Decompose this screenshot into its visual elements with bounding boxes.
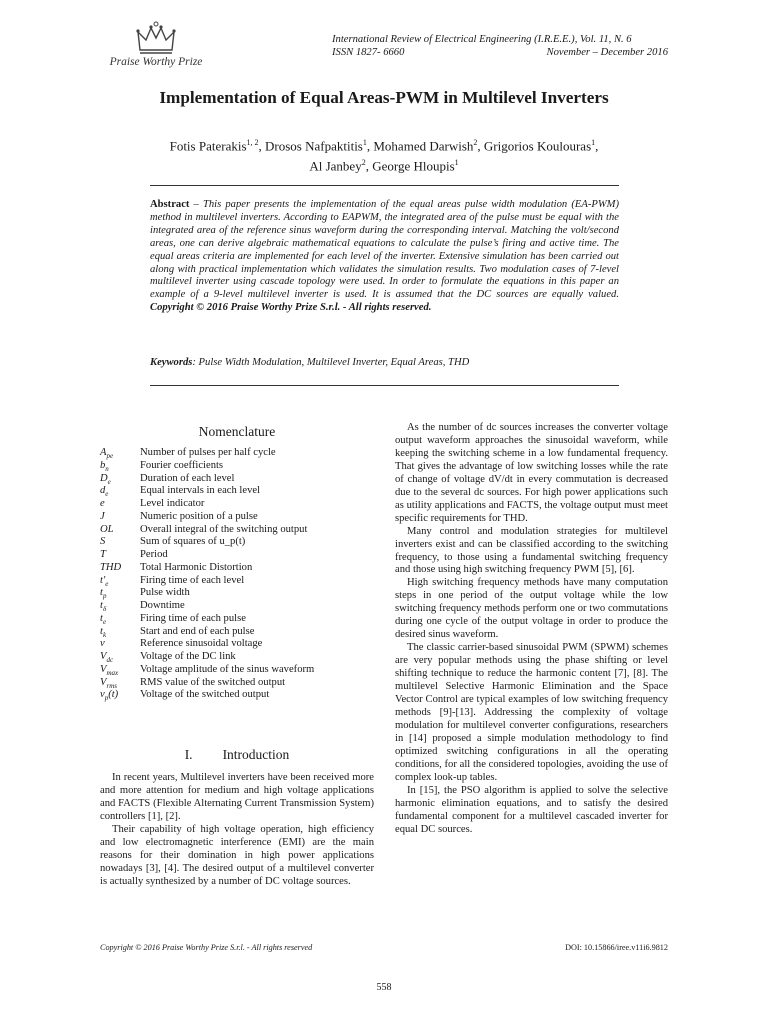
nomenclature-item	[100, 689, 374, 702]
symbol-base: T	[100, 549, 106, 560]
symbol-base: e	[100, 498, 105, 509]
symbol-base: V	[100, 676, 107, 688]
symbol-suffix: (t)	[108, 689, 119, 701]
symbol-subscript: e	[102, 617, 107, 626]
symbol-subscript: dc	[106, 656, 114, 665]
symbol-base: t	[100, 600, 103, 611]
nomenclature-item	[100, 677, 374, 690]
nomenclature-symbol	[100, 651, 140, 664]
nomenclature-item	[100, 460, 374, 473]
abstract-top-rule	[150, 185, 619, 186]
nomenclature-symbol	[100, 613, 140, 626]
abstract-text: This paper presents the implementation of the equal areas pulse width modulation (EA-PWM) method in multilevel inverters. According to EAPWM, the integrated area of the pulse must be equal with the integrated area of the reference sinus waveform during the corresponding interval. Matching the volt/second areas, one can derive algebraic mathematical equations to calculate the pulse’s firing and active time. The equal areas criteria are implemented for each level of the inverter. Extensive simulation has been carried out along with practical implementation which validates the simulation results. Two modulation cases of 7-level multilevel inverter using cascade topology were used. In order to formulate the equations in this paper an example of a 9-level multilevel inverter is used. It is assumed that the DC sources are equally valued.	[150, 199, 619, 301]
nomenclature-description: Firing time of each level	[140, 574, 245, 586]
nomenclature-description: Downtime	[140, 600, 185, 611]
author-name: Drosos Nafpaktitis	[265, 138, 363, 154]
author-separator: ,	[477, 138, 484, 154]
nomenclature-description: Voltage of the switched output	[140, 689, 270, 701]
nomenclature-symbol	[100, 536, 140, 549]
symbol-base: J	[100, 510, 105, 522]
footer-doi: DOI: 10.15866/iree.v11i6.9812	[565, 943, 668, 952]
keywords-text: : Pulse Width Modulation, Multilevel Inverter, Equal Areas, THD	[192, 357, 470, 368]
nomenclature-symbol	[100, 447, 140, 460]
nomenclature-item	[100, 626, 374, 639]
symbol-base: A	[100, 447, 107, 458]
body-paragraph: The classic carrier-based sinusoidal PWM (SPWM) schemes are very popular methods using the phase shifting or level shifting technique to reduce the harmonic content [7], [8]. The multilevel Selective Harmonic Elimination and the Space Vector Control are typical examples of low switching frequency methods [9]-[13]. Addressing the complexity of voltage modulation for multilevel converter configurations, researchers in [14] proposed a simple modulation methodology to find optimized switching configurations in all the operating conditions, for all the considered topologies, avoiding the use of complex look-up tables.	[395, 642, 668, 783]
author-affiliation: 1	[454, 158, 459, 168]
crown-logo-icon	[100, 20, 212, 56]
issn: ISSN 1827- 6660	[332, 47, 405, 58]
symbol-base: v	[100, 638, 105, 650]
symbol-subscript: p	[104, 694, 109, 703]
symbol-base: D	[100, 472, 108, 484]
author-list	[130, 134, 638, 175]
author-line-1	[130, 134, 638, 154]
nomenclature-item	[100, 485, 374, 498]
nomenclature-description: Total Harmonic Distortion	[140, 561, 253, 573]
author-separator: ,	[258, 138, 266, 154]
journal-header	[332, 33, 668, 59]
author-separator: ,	[595, 138, 599, 154]
nomenclature-description: Duration of each level	[140, 472, 235, 484]
abstract-bottom-rule	[150, 385, 619, 386]
body-paragraph: Many control and modulation strategies for multilevel inverters exist and can be classified according to the switching frequency, to those using a fundamental switching frequency and those using high switching frequency PWM [5], [6].	[395, 525, 668, 576]
nomenclature-item	[100, 549, 374, 562]
author-affiliation: 2	[473, 138, 478, 147]
symbol-base: b	[100, 459, 106, 471]
author-affiliation: 1	[591, 138, 596, 147]
symbol-subscript: e	[105, 490, 109, 499]
section-number: I.	[184, 747, 193, 762]
issue-date: November – December 2016	[546, 47, 668, 58]
nomenclature-symbol	[100, 485, 140, 498]
nomenclature-description: Pulse width	[140, 587, 190, 599]
nomenclature-symbol	[100, 460, 140, 473]
symbol-subscript: n	[105, 464, 109, 473]
author-separator: ,	[366, 138, 374, 154]
nomenclature-item	[100, 524, 374, 537]
paper-title: Implementation of Equal Areas-PWM in Multilevel Inverters	[159, 88, 609, 107]
nomenclature-item	[100, 600, 374, 613]
nomenclature-description: RMS value of the switched output	[140, 676, 286, 688]
author-affiliation: 2	[361, 158, 366, 168]
symbol-base: t	[100, 625, 103, 637]
symbol-subscript: δ	[102, 605, 107, 614]
nomenclature-symbol	[100, 587, 140, 600]
nomenclature-symbol	[100, 626, 140, 639]
keywords	[150, 357, 619, 368]
symbol-base: V	[100, 663, 107, 675]
nomenclature-heading: Nomenclature	[198, 424, 276, 439]
nomenclature-symbol	[100, 600, 140, 613]
symbol-subscript: max	[106, 668, 119, 677]
section-title: Introduction	[222, 747, 290, 762]
nomenclature-symbol	[100, 473, 140, 486]
nomenclature-description: Firing time of each pulse	[140, 612, 246, 624]
nomenclature-item	[100, 562, 374, 575]
nomenclature-item	[100, 638, 374, 651]
nomenclature-item	[100, 575, 374, 588]
nomenclature-item	[100, 587, 374, 600]
author-separator: ,	[365, 158, 373, 174]
nomenclature-description: Number of pulses per half cycle	[140, 447, 276, 458]
nomenclature-item	[100, 498, 374, 511]
symbol-subscript: rms	[106, 681, 117, 690]
nomenclature-item	[100, 664, 374, 677]
nomenclature-description: Fourier coefficients	[140, 459, 224, 471]
section-heading-introduction	[100, 747, 374, 763]
symbol-base: t	[100, 612, 103, 624]
symbol-subscript: k	[102, 630, 107, 639]
body-paragraph: High switching frequency methods have many computation steps in one period of the output voltage while the low switching frequency methods perform one or two commutations during one cycle of the output voltage in order to produce the desired sinus waveform.	[395, 577, 668, 641]
nomenclature-description: Sum of squares of u_p(t)	[140, 536, 246, 548]
nomenclature-item	[100, 473, 374, 486]
author-name: George Hloupis	[372, 158, 455, 174]
nomenclature-description: Equal intervals in each level	[140, 485, 261, 497]
nomenclature-description: Reference sinusoidal voltage	[140, 638, 263, 650]
nomenclature-symbol	[100, 689, 140, 702]
nomenclature-item	[100, 447, 374, 460]
nomenclature-symbol	[100, 524, 140, 537]
abstract-label: Abstract	[150, 199, 190, 210]
nomenclature-symbol	[100, 664, 140, 677]
nomenclature-description: Period	[140, 549, 168, 560]
intro-left-column	[100, 772, 374, 889]
symbol-subscript: e	[105, 579, 109, 588]
nomenclature-symbol	[100, 549, 140, 562]
journal-name: International Review of Electrical Engineering (I.R.E.E.), Vol. 11, N. 6	[332, 34, 632, 45]
symbol-base: t	[100, 587, 103, 599]
nomenclature-symbol	[100, 562, 140, 575]
symbol-base: v	[100, 689, 105, 701]
nomenclature-description: Numeric position of a pulse	[140, 510, 258, 522]
nomenclature-symbol	[100, 677, 140, 690]
intro-right-column	[395, 422, 668, 837]
nomenclature-description: Voltage amplitude of the sinus waveform	[140, 663, 315, 675]
author-name: Grigorios Koulouras	[483, 138, 592, 154]
nomenclature-description: Overall integral of the switching output	[140, 523, 308, 535]
nomenclature-item	[100, 651, 374, 664]
symbol-base: d	[100, 485, 106, 497]
keywords-label: Keywords	[150, 357, 193, 368]
symbol-base: OL	[100, 523, 114, 535]
nomenclature-list	[100, 447, 374, 702]
body-paragraph: In [15], the PSO algorithm is applied to solve the selective harmonic elimination equations, and to satisfy the desired fundamental component for a multilevel cascaded inverter for equal DC sources.	[395, 784, 668, 835]
symbol-base: t′	[100, 574, 106, 586]
author-affiliation: 1	[362, 138, 367, 147]
symbol-subscript: e	[107, 477, 111, 486]
body-paragraph: In recent years, Multilevel inverters have been received more and more attention for medium and high voltage applications and FACTS (Flexible Alternating Current Transmission System) controllers [1], [2].	[100, 772, 374, 822]
nomenclature-description: Voltage of the DC link	[140, 651, 236, 662]
author-name: Mohamed Darwish	[373, 138, 474, 154]
symbol-base: THD	[100, 561, 122, 573]
abstract	[150, 199, 619, 315]
nomenclature-symbol	[100, 638, 140, 651]
footer-copyright: Copyright © 2016 Praise Worthy Prize S.r.l. - All rights reserved	[100, 943, 313, 952]
nomenclature-symbol	[100, 575, 140, 588]
nomenclature-description: Start and end of each pulse	[140, 625, 255, 637]
publisher-logo	[100, 20, 212, 72]
symbol-subscript: pe	[106, 452, 114, 461]
nomenclature-description: Level indicator	[140, 498, 205, 509]
body-paragraph: As the number of dc sources increases the converter voltage output waveform approaches the sinusoidal waveform, while keeping the switching scheme in a low fundamental frequency. That gives the advantage of low switching losses while the rate of change of voltage dV/dt in every commutation is decreased due to the several dc sources. For high power applications such as utility applications and FACTS, the voltage output must meet specific requirements for THD.	[395, 422, 668, 524]
author-affiliation: 1, 2	[246, 138, 259, 147]
nomenclature-symbol	[100, 498, 140, 511]
nomenclature-item	[100, 613, 374, 626]
logo-text: Praise Worthy Prize	[109, 56, 203, 68]
author-line-2	[130, 154, 638, 174]
body-paragraph: Their capability of high voltage operation, high efficiency and low electromagnetic interference (EMI) are the main reasons for their domination in high power applications nowadays [3], [4]. The desired output of a multilevel converter is actually synthesized by a number of DC voltage sources.	[100, 823, 374, 887]
symbol-base: S	[100, 536, 106, 548]
nomenclature-item	[100, 511, 374, 524]
symbol-base: V	[100, 651, 107, 662]
abstract-dash: –	[189, 199, 203, 210]
page-number: 558	[376, 982, 392, 993]
nomenclature-symbol	[100, 511, 140, 524]
author-name: Fotis Paterakis	[169, 138, 247, 154]
abstract-copyright: Copyright © 2016 Praise Worthy Prize S.r.l. - All rights reserved.	[150, 302, 432, 314]
author-name: Al Janbey	[309, 158, 362, 174]
nomenclature-item	[100, 536, 374, 549]
symbol-subscript: p	[102, 592, 107, 601]
